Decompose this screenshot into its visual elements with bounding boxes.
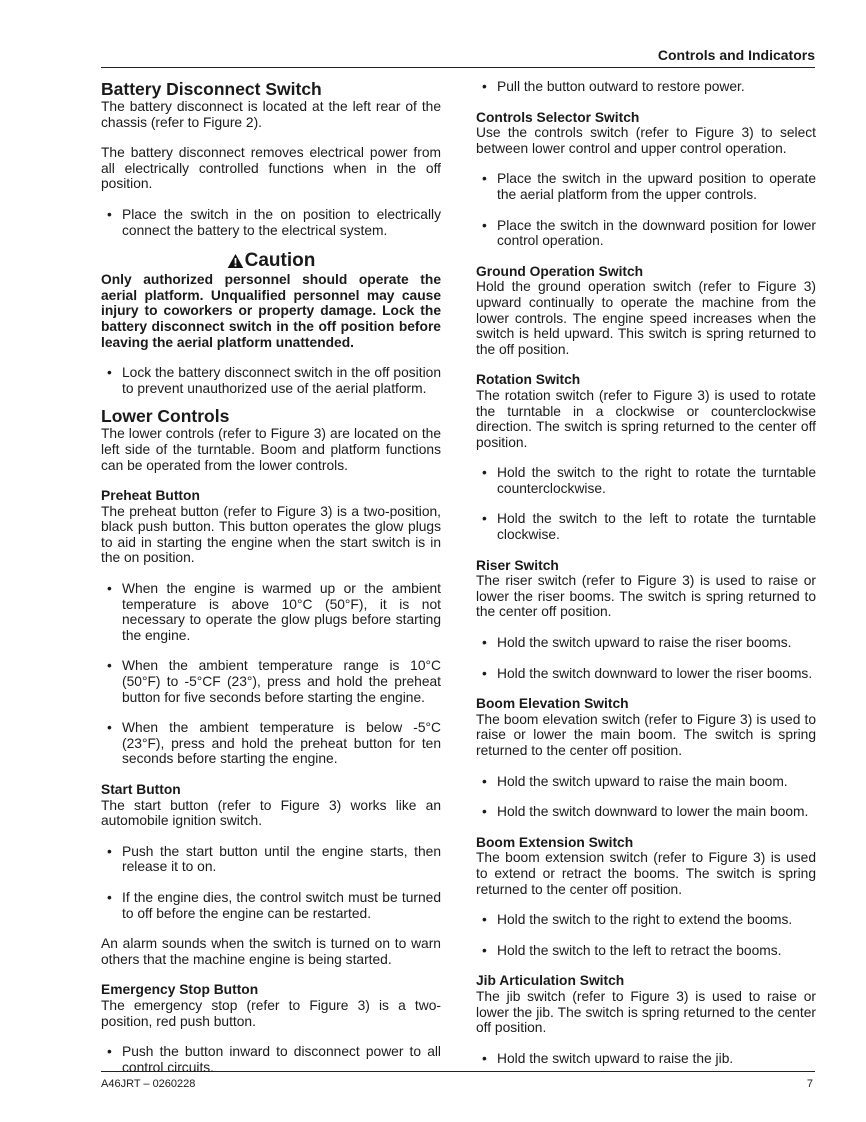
bullet-item: • Pull the button outward to restore power.: [482, 79, 745, 94]
subsection-title-emergency-stop: Emergency Stop Button: [101, 982, 259, 998]
paragraph: The battery disconnect removes electrical power from all electrically controlled functions when in the off position.: [101, 145, 441, 192]
bullet-item: • Place the switch in the on position to electrically connect the battery to the electrical system.: [107, 206, 441, 238]
subsection-title-rotation: Rotation Switch: [476, 372, 581, 388]
subsection-title-controls-selector: Controls Selector Switch: [476, 109, 640, 125]
left-column: [101, 79, 441, 1075]
bullet-item: • Push the start button until the engine starts, then release it to on.: [107, 843, 441, 875]
bullet-item: • Place the switch in the upward position to operate the aerial platform from the upper controls.: [482, 171, 816, 202]
paragraph: The boom elevation switch (refer to Figure 3) is used to raise or lower the main boom. The switch is spring returned to the center off position.: [476, 711, 816, 758]
subsection-title-start: Start Button: [101, 782, 181, 797]
bullet-item: • If the engine dies, the control switch must be turned to off before the engine can be restarted.: [107, 889, 441, 921]
bullet-item: • Hold the switch to the left to rotate the turntable clockwise.: [482, 511, 816, 543]
subsection-title-boom-elevation: Boom Elevation Switch: [476, 696, 629, 712]
subsection-title-boom-extension: Boom Extension Switch: [476, 834, 634, 850]
paragraph: The lower controls (refer to Figure 3) are located on the left side of the turntable. Boom and platform functions can be operated from the lower controls.: [101, 426, 441, 473]
page-header-title: Controls and Indicators: [657, 47, 815, 63]
paragraph: The start button (refer to Figure 3) works like an automobile ignition switch.: [101, 797, 441, 829]
bullet-item: • Hold the switch upward to raise the riser booms.: [482, 635, 792, 651]
bullet-item: • Place the switch in the downward position for lower control operation.: [482, 217, 816, 249]
section-title-battery-disconnect: Battery Disconnect Switch: [101, 79, 322, 99]
footer-rule: [101, 1071, 815, 1072]
subsection-title-jib-articulation: Jib Articulation Switch: [476, 973, 625, 989]
paragraph: An alarm sounds when the switch is turned on to warn others that the machine engine is being started.: [101, 936, 441, 967]
section-title-lower-controls: Lower Controls: [101, 406, 230, 427]
bullet-item: • When the ambient temperature is below -5°C (23°F), press and hold the preheat button for ten seconds before starting the engine.: [107, 720, 441, 767]
bullet-item: • Hold the switch to the right to extend the booms.: [482, 912, 793, 928]
footer-doc-id: A46JRT – 0260228: [101, 1078, 196, 1090]
warning-triangle-icon: [227, 253, 244, 269]
caution-heading: Caution: [101, 250, 441, 272]
bullet-item: • When the engine is warmed up or the ambient temperature is above 10°C (50°F), it is not necessary to operate the glow plugs before starting the engine.: [107, 581, 441, 643]
caution-text: Only authorized personnel should operate the aerial platform. Unqualified personnel may cause injury to coworkers or property damage. Lock the battery disconnect switch in the off position before leaving the aerial platform unattended.: [101, 272, 441, 350]
paragraph: The riser switch (refer to Figure 3) is used to raise or lower the riser booms. The switch is spring returned to the center off position.: [476, 573, 816, 620]
paragraph: The battery disconnect is located at the left rear of the chassis (refer to Figure 2).: [101, 99, 441, 130]
footer-page-number: 7: [806, 1078, 813, 1090]
paragraph: The boom extension switch (refer to Figure 3) is used to extend or retract the booms. The switch is spring returned to the center off position.: [476, 850, 816, 897]
right-column: [476, 79, 816, 1066]
paragraph: The jib switch (refer to Figure 3) is used to raise or lower the jib. The switch is spring returned to the center off position.: [476, 988, 816, 1036]
paragraph: Hold the ground operation switch (refer to Figure 3) upward continually to operate the machine from the lower controls. The engine speed increases when the switch is held upward. This switch is spring returned to the off position.: [476, 279, 816, 357]
bullet-item: • Hold the switch to the right to rotate the turntable counterclockwise.: [482, 465, 816, 496]
bullet-item: • When the ambient temperature range is 10°C (50°F) to -5°CF (23°), press and hold the preheat button for five seconds before starting the engine.: [107, 658, 441, 705]
paragraph: The rotation switch (refer to Figure 3) is used to rotate the turntable in a clockwise or counterclockwise direction. The switch is spring returned to the center off position.: [476, 387, 816, 450]
header-rule: [101, 67, 815, 68]
bullet-item: • Lock the battery disconnect switch in the off position to prevent unauthorized use of the aerial platform.: [107, 365, 441, 396]
paragraph: The emergency stop (refer to Figure 3) is a two-position, red push button.: [101, 997, 441, 1029]
bullet-item: • Hold the switch upward to raise the main boom.: [482, 773, 788, 789]
bullet-item: • Hold the switch downward to lower the main boom.: [482, 804, 809, 820]
bullet-item: • Hold the switch upward to raise the jib.: [482, 1050, 734, 1066]
subsection-title-riser: Riser Switch: [476, 557, 559, 573]
bullet-item: • Push the button inward to disconnect power to all control circuits.: [107, 1044, 441, 1075]
subsection-title-ground-operation: Ground Operation Switch: [476, 263, 644, 279]
bullet-item: • Hold the switch to the left to retract the booms.: [482, 942, 782, 958]
subsection-title-preheat: Preheat Button: [101, 488, 200, 504]
paragraph: Use the controls switch (refer to Figure 3) to select between lower control and upper control operation.: [476, 125, 816, 156]
paragraph: The preheat button (refer to Figure 3) is a two-position, black push button. This button operates the glow plugs to aid in starting the engine when the start switch is in the on position.: [101, 503, 441, 566]
bullet-item: • Hold the switch downward to lower the riser booms.: [482, 665, 813, 681]
